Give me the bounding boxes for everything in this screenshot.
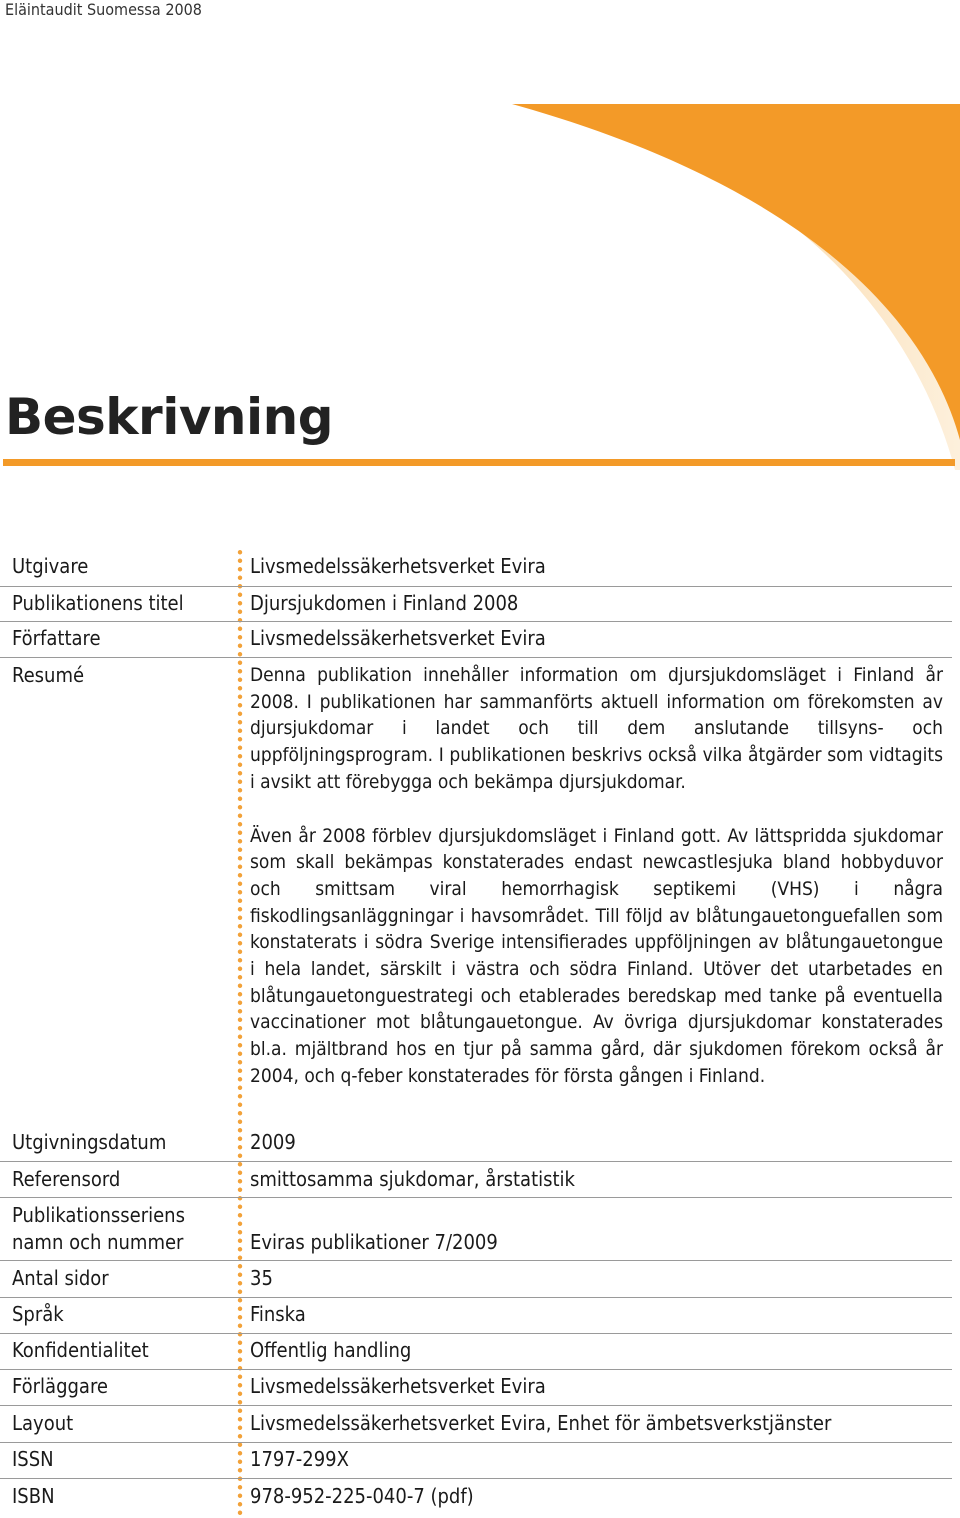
value-serie: Eviras publikationer 7/2009 — [250, 1230, 498, 1254]
value-forlaggare: Livsmedelssäkerhetsverket Evira — [250, 1374, 546, 1398]
row-separator — [0, 657, 952, 658]
value-utgivare: Livsmedelssäkerhetsverket Evira — [250, 554, 546, 578]
value-referensord: smittosamma sjukdomar, årstatistik — [250, 1167, 575, 1191]
label-resume: Resumé — [12, 663, 85, 687]
label-isbn: ISBN — [12, 1484, 55, 1508]
value-sprak: Finska — [250, 1302, 306, 1326]
row-separator — [0, 1197, 952, 1198]
label-utgivare: Utgivare — [12, 554, 89, 578]
title-underline — [3, 459, 955, 466]
value-konfidentialitet: Offentlig handling — [250, 1338, 412, 1362]
value-resume — [250, 662, 943, 1090]
row-separator — [0, 1405, 952, 1406]
row-separator — [0, 1297, 952, 1298]
row-separator — [0, 1478, 952, 1479]
label-titel: Publikationens titel — [12, 591, 184, 615]
swoosh-orange-fill — [512, 104, 960, 440]
label-layout: Layout — [12, 1411, 74, 1435]
page-title: Beskrivning — [5, 388, 334, 446]
value-antal-sidor: 35 — [250, 1266, 273, 1290]
row-separator — [0, 621, 952, 622]
label-referensord: Referensord — [12, 1167, 121, 1191]
value-isbn: 978-952-225-040-7 (pdf) — [250, 1484, 474, 1508]
label-antal-sidor: Antal sidor — [12, 1266, 109, 1290]
row-separator — [0, 1333, 952, 1334]
resume-paragraph-1: Denna publikation innehåller information om djursjukdomsläget i Finland år 2008. I publikationen har sammanförts aktuell information om förekomsten av djursjukdomar i landet och till dem anslutande tillsyns- och uppföljningsprogram. I publikationen beskrivs också vilka åtgärder som vidtagits i avsikt att förebygga och bekämpa djursjukdomar. — [250, 664, 943, 793]
resume-paragraph-2: Även år 2008 förblev djursjukdomsläget i Finland gott. Av lättspridda sjukdomar som skall bekämpas konstaterades endast newcastlesjuka bland hobbyduvor och smittsam viral hemorrhagisk septikemi (VHS) i några fiskodlingsanläggningar i havsområdet. Till följd av blåtungauetonguefallen som konstaterats i södra Sverige intensifierades uppföljningen av blåtungauetongue i hela landet, särskilt i västra och södra Finland. Utöver det utarbetades en blåtungauetonguestrategi och etablerades beredskap med tanke på eventuella vaccinationer mot blåtungauetongue. Av övriga djursjukdomar konstaterades bl.a. mjältbrand hos en tjur på samma gård, där sjukdomen förekom också år 2004, och q-feber konstaterades för första gången i Finland. — [250, 824, 943, 1087]
label-forlaggare: Förläggare — [12, 1374, 108, 1398]
dotted-divider — [237, 548, 243, 1518]
row-separator — [0, 586, 952, 587]
value-layout: Livsmedelssäkerhetsverket Evira, Enhet för ämbetsverkstjänster — [250, 1411, 832, 1435]
label-sprak: Språk — [12, 1302, 64, 1326]
label-issn: ISSN — [12, 1447, 54, 1471]
label-serie-line2: namn och nummer — [12, 1230, 184, 1254]
value-titel: Djursjukdomen i Finland 2008 — [250, 591, 519, 615]
running-header: Eläintaudit Suomessa 2008 — [5, 0, 202, 19]
row-separator — [0, 1260, 952, 1261]
label-serie-line1: Publikationsseriens — [12, 1203, 185, 1227]
value-issn: 1797-299X — [250, 1447, 349, 1471]
label-utgivningsdatum: Utgivningsdatum — [12, 1130, 167, 1154]
row-separator — [0, 1442, 952, 1443]
row-separator — [0, 1369, 952, 1370]
row-separator — [0, 1161, 952, 1162]
value-forfattare: Livsmedelssäkerhetsverket Evira — [250, 626, 546, 650]
value-utgivningsdatum: 2009 — [250, 1130, 296, 1154]
label-konfidentialitet: Konfidentialitet — [12, 1338, 149, 1362]
label-forfattare: Författare — [12, 626, 101, 650]
